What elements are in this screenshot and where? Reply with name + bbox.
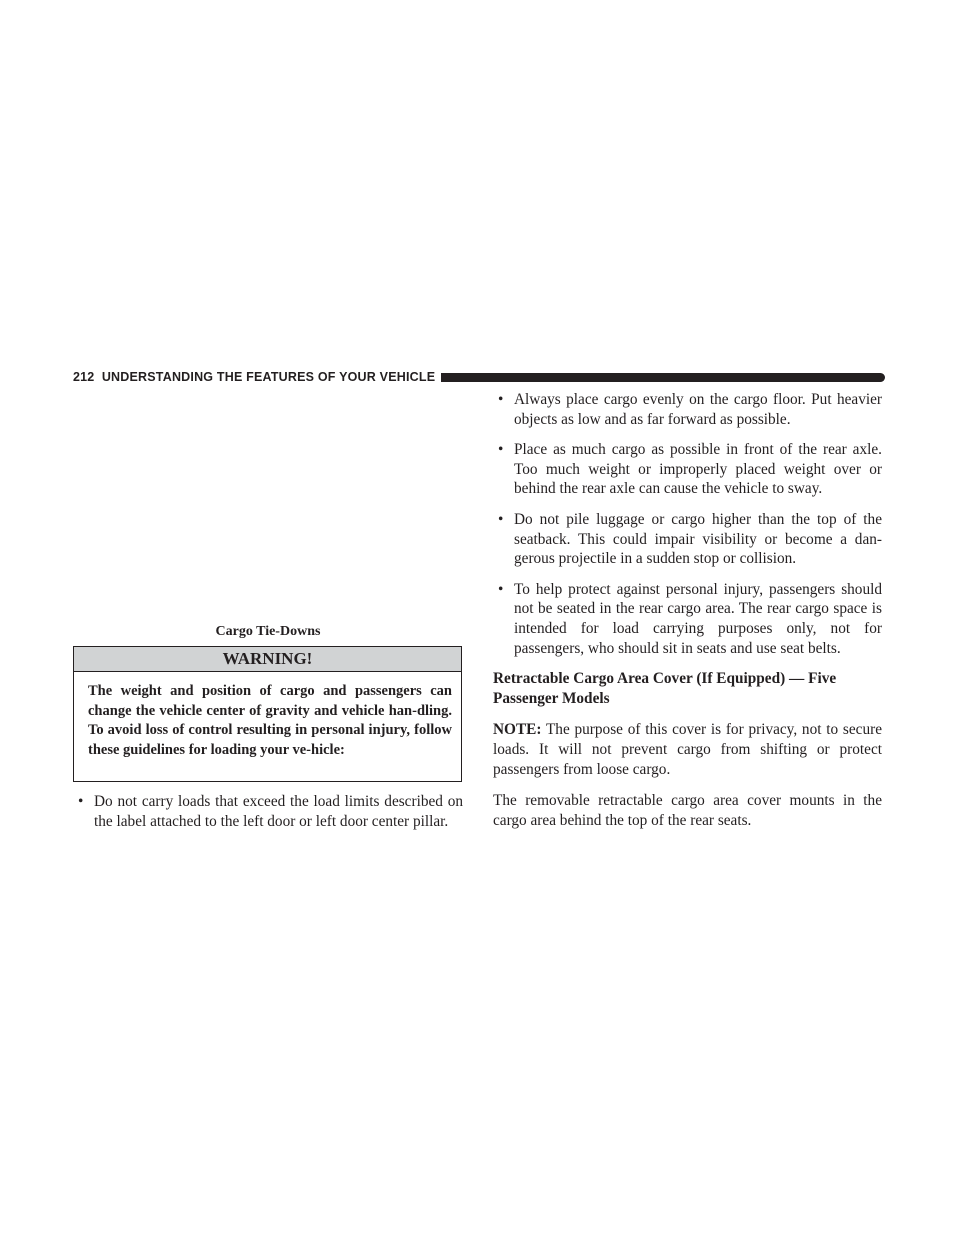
bullet-icon: • xyxy=(498,441,504,459)
list-item-text: Do not carry loads that exceed the load limits described on the label attached to the left door or left door center pillar. xyxy=(94,793,463,830)
bullet-icon: • xyxy=(78,793,84,810)
body-paragraph: The removable retractable cargo area cover mounts in the cargo area behind the top of the rear seats. xyxy=(493,792,882,829)
warning-body: The weight and position of cargo and passengers can change the vehicle center of gravity and vehicle han-dling. To avoid loss of control resulting in personal injury, follow these guidelines for loading your ve-hicle: xyxy=(88,683,452,758)
figure-caption: Cargo Tie-Downs xyxy=(215,624,321,639)
list-item xyxy=(493,510,882,569)
note-label: NOTE: xyxy=(493,721,542,739)
list-item-text: Do not pile luggage or cargo higher than the top of the seatback. This could impair visibility or become a dan-gerous projectile in a sudden stop or collision. xyxy=(514,510,882,568)
chapter-title: UNDERSTANDING THE FEATURES OF YOUR VEHICLE xyxy=(101,370,436,384)
note-paragraph xyxy=(493,720,882,779)
bullet-icon: • xyxy=(498,391,504,408)
list-item xyxy=(493,440,882,499)
list-item-text: Place as much cargo as possible in front of the rear axle. Too much weight or improperly placed weight over or behind the rear axle can cause the vehicle to sway. xyxy=(514,441,882,498)
list-item xyxy=(493,390,882,429)
list-item xyxy=(73,792,463,831)
right-column xyxy=(493,390,882,842)
list-item-text: Always place cargo evenly on the cargo floor. Put heavier objects as low and as far forward as possible. xyxy=(514,391,882,428)
list-item-text: To help protect against personal injury, passengers should not be seated in the rear cargo area. The rear cargo space is intended for load carrying purposes only, not for passengers, who should sit in seats and use seat belts. xyxy=(514,580,882,657)
page-header xyxy=(73,369,885,385)
warning-title: WARNING! xyxy=(74,647,461,672)
note-text: The purpose of this cover is for privacy, not to secure loads. It will not prevent cargo from shifting or protect passengers from loose cargo. xyxy=(493,721,882,778)
left-column xyxy=(73,792,463,831)
header-rule xyxy=(441,373,885,382)
list-item xyxy=(493,580,882,658)
bullet-icon: • xyxy=(498,510,504,528)
page-number: 212 xyxy=(73,370,95,384)
section-heading: Retractable Cargo Area Cover (If Equipped) — Five Passenger Models xyxy=(493,670,837,707)
warning-box xyxy=(73,646,462,782)
bullet-icon: • xyxy=(498,580,504,598)
page-header-text xyxy=(73,370,435,384)
